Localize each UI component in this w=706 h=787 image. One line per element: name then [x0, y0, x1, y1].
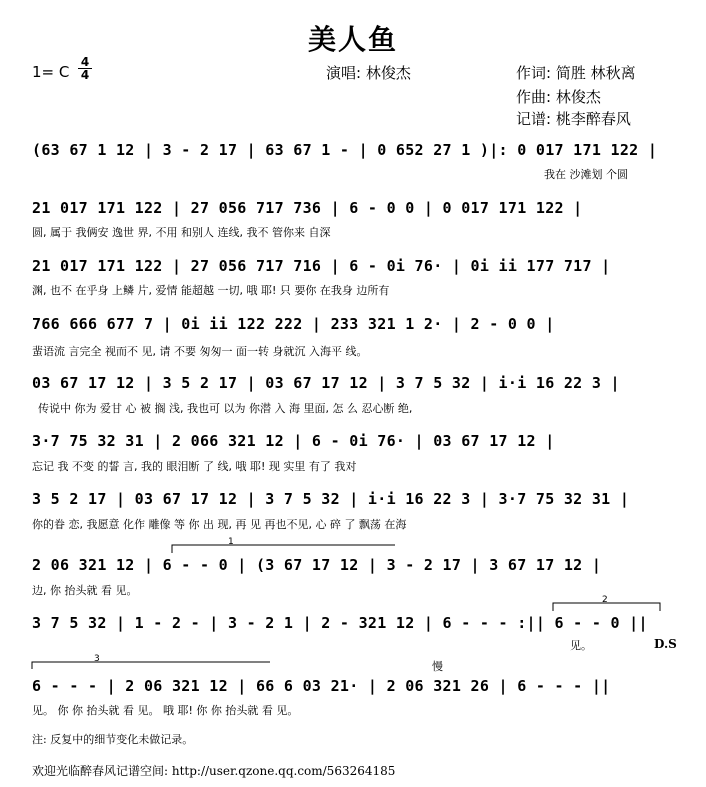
singer-credit: 演唱: 林俊杰	[326, 64, 411, 82]
score-row-8-notes: 2 06 321 12 | 6 - - 0 | (3 67 17 12 | 3 - 2 17 | 3 67 17 12 |	[32, 556, 602, 574]
song-title: 美人鱼	[307, 23, 398, 56]
time-signature-top: 4	[78, 56, 92, 69]
score-row-4-lyrics: 蜚语流 言完全 视而不 见, 请 不要 匆匆一 面一转 身就沉 入海平 线。	[32, 345, 368, 358]
score-row-7-lyrics: 你的眷 恋, 我愿意 化作 雕像 等 你 出 现, 再 见 再也不见, 心 碎 了 飘荡 在海	[32, 518, 407, 531]
score-row-8-lyrics: 边, 你 抬头就 看 见。	[32, 584, 138, 597]
volta-1-line	[172, 545, 395, 553]
volta-3-line	[32, 662, 270, 669]
volta-3-label: 3	[94, 654, 100, 664]
score-row-6-lyrics: 忘记 我 不变 的誓 言, 我的 眼泪断 了 线, 哦 耶! 现 实里 有了 我对	[32, 460, 357, 473]
score-row-1-notes: (63 67 1 12 | 3 - 2 17 | 63 67 1 - | 0 652 27 1 )|: 0 017 171 122 |	[32, 141, 658, 159]
score-row-3-notes: 21 017 171 122 | 27 056 717 716 | 6 - 0i 76· | 0i ii 177 717 |	[32, 257, 611, 275]
key-signature: 1= C	[32, 63, 70, 81]
transcriber-credit: 记谱: 桃李醉春风	[516, 110, 631, 128]
time-signature-bottom: 4	[80, 68, 90, 82]
score-row-3-lyrics: 渊, 也不 在乎身 上鳞 片, 爱情 能超越 一切, 哦 耶! 只 要你 在我身 边所有	[32, 284, 390, 297]
score-row-5-notes: 03 67 17 12 | 3 5 2 17 | 03 67 17 12 | 3 7 5 32 | i·i 16 22 3 |	[32, 374, 620, 392]
score-row-2-notes: 21 017 171 122 | 27 056 717 736 | 6 - 0 0 | 0 017 171 122 |	[32, 199, 583, 217]
footer-link[interactable]: 欢迎光临醉春风记谱空间: http://user.qzone.qq.com/563264185	[32, 764, 396, 778]
ds-marking: D.S	[654, 637, 677, 651]
score-row-4-notes: 766 666 677 7 | 0i ii 122 222 | 233 321 1 2· | 2 - 0 0 |	[32, 315, 555, 333]
score-row-7-notes: 3 5 2 17 | 03 67 17 12 | 3 7 5 32 | i·i 16 22 3 | 3·7 75 32 31 |	[32, 490, 630, 508]
volta-1-label: 1	[228, 537, 234, 547]
transcription-note: 注: 反复中的细节变化未做记录。	[32, 733, 194, 746]
lyricist-credit: 作词: 简胜 林秋离	[516, 64, 636, 82]
tempo-slow-marking: 慢	[432, 660, 443, 673]
composer-credit: 作曲: 林俊杰	[516, 88, 601, 106]
score-row-9-lyrics: 见。	[570, 639, 592, 652]
volta-2-label: 2	[602, 595, 608, 605]
score-row-6-notes: 3·7 75 32 31 | 2 066 321 12 | 6 - 0i 76· | 03 67 17 12 |	[32, 432, 555, 450]
score-row-2-lyrics: 圆, 属于 我俩安 逸世 界, 不用 和别人 连线, 我不 管你来 自深	[32, 226, 331, 239]
score-row-5-lyrics: 传说中 你为 爱甘 心 被 搁 浅, 我也可 以为 你潜 入 海 里面, 怎 么 忍心断 绝,	[38, 402, 413, 415]
score-row-10-notes: 6 - - - | 2 06 321 12 | 66 6 03 21· | 2 06 321 26 | 6 - - - ||	[32, 677, 611, 695]
score-row-9-notes: 3 7 5 32 | 1 - 2 - | 3 - 2 1 | 2 - 321 12 | 6 - - - :|| 6 - - 0 ||	[32, 614, 648, 632]
score-row-1-lyrics: 我在 沙滩划 个圆	[544, 168, 628, 181]
score-row-10-lyrics: 见。 你 你 抬头就 看 见。 哦 耶! 你 你 抬头就 看 见。	[32, 704, 299, 717]
